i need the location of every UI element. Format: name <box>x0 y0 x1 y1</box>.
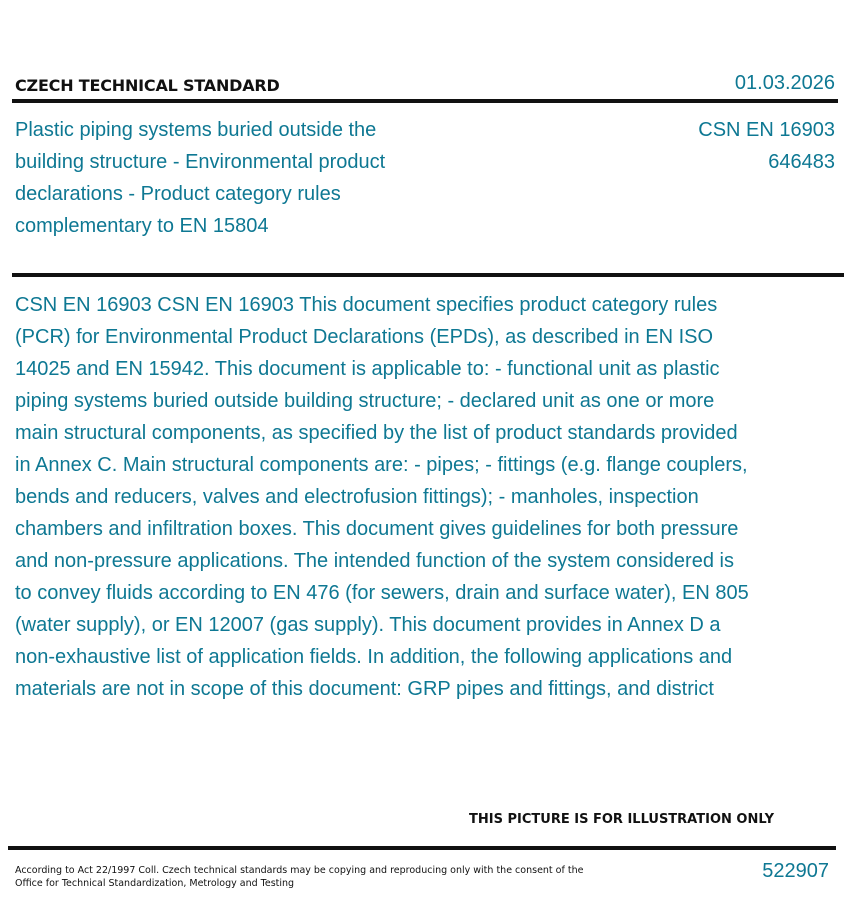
standard-identifiers <box>698 114 835 178</box>
catalog-number: 646483 <box>768 151 835 173</box>
standard-code: CSN EN 16903 <box>698 119 835 141</box>
legal-notice: According to Act 22/1997 Coll. Czech technical standards may be copying and reproducing only with the consent of the Office for Technical Standardization, Metrology and Testing <box>15 865 584 889</box>
abstract-text: CSN EN 16903 CSN EN 16903 This document specifies product category rules (PCR) for Environmental Product Declarations (EPDs), as described in EN ISO 14025 and EN 15942. This document is applicable to: - functional unit as plastic piping systems buried outside building structure; - declared unit as one or more main structural components, as specified by the list of product standards provided in Annex C. Main structural components are: - pipes; - fittings (e.g. flange couplers, bends and reducers, valves and electrofusion fittings); - manholes, inspection chambers and infiltration boxes. This document gives guidelines for both pressure and non-pressure applications. The intended function of the system considered is to convey fluids according to EN 476 (for sewers, drain and surface water), EN 805 (water supply), or EN 12007 (gas supply). This document provides in Annex D a non-exhaustive list of application fields. In addition, the following applications and materials are not in scope of this document: GRP pipes and fittings, and district <box>15 294 749 700</box>
footer-divider <box>8 846 836 850</box>
publication-date: 01.03.2026 <box>734 72 835 94</box>
title-divider <box>12 273 844 277</box>
standard-type-label: CZECH TECHNICAL STANDARD <box>15 76 280 95</box>
header-divider <box>12 99 838 103</box>
illustration-disclaimer: THIS PICTURE IS FOR ILLUSTRATION ONLY <box>469 812 774 827</box>
standard-title: Plastic piping systems buried outside the building structure - Environmental product declarations - Product category rules complementary to EN 15804 <box>15 119 386 237</box>
document-number: 522907 <box>762 860 829 882</box>
